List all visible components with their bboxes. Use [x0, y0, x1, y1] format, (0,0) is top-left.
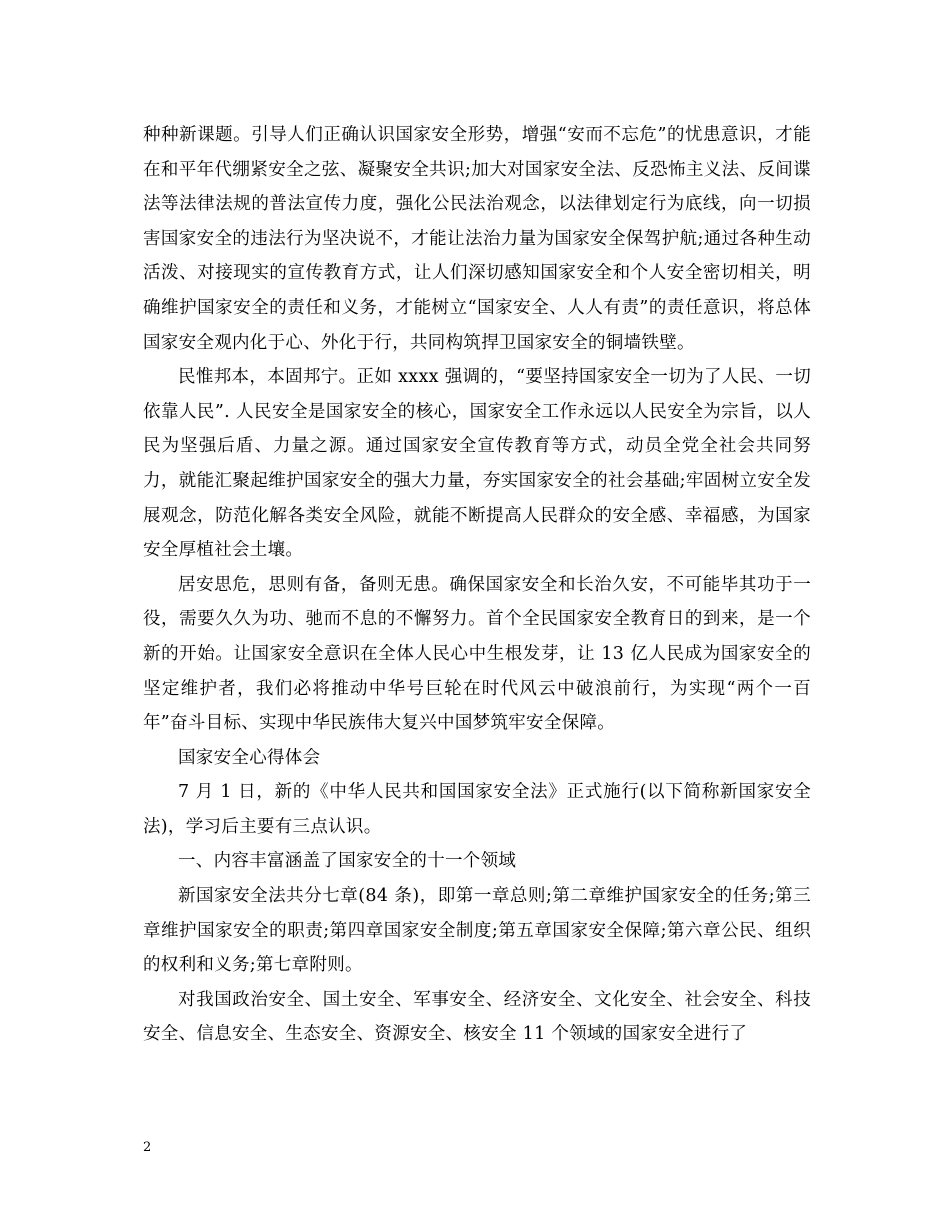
paragraph-7: 新国家安全法共分七章(84 条)，即第一章总则;第二章维护国家安全的任务;第三章维护国家安全的职责;第四章国家安全制度;第五章国家安全保障;第六章公民、组织的权利和义务;第七章附则。: [143, 886, 811, 976]
paragraph-3: 居安思危，思则有备，备则无患。确保国家安全和长治久安，不可能毕其功于一役，需要久久为功、驰而不息的不懈努力。首个全民国家安全教育日的到来，是一个新的开始。让国家安全意识在全体人民心中生根发芽，让 13 亿人民成为国家安全的坚定维护者，我们必将推动中华号巨轮在时代风云中破浪前行，为实现“两个一百年”奋斗目标、实现中华民族伟大复兴中国梦筑牢安全保障。: [143, 574, 811, 734]
paragraph-8: 对我国政治安全、国土安全、军事安全、经济安全、文化安全、社会安全、科技安全、信息安全、生态安全、资源安全、核安全 11 个领域的国家安全进行了: [143, 989, 811, 1045]
page-number: 2: [143, 1140, 152, 1155]
paragraph-2: 民惟邦本，本固邦宁。正如 xxxx 强调的，“要坚持国家安全一切为了人民、一切依靠人民”. 人民安全是国家安全的核心，国家安全工作永远以人民安全为宗旨，以人民为坚强后盾、力量之源。通过国家安全宣传教育等方式，动员全党全社会共同努力，就能汇聚起维护国家安全的强大力量，夯实国家安全的社会基础;牢固树立安全发展观念，防范化解各类安全风险，就能不断提高人民群众的安全感、幸福感，为国家安全厚植社会土壤。: [143, 367, 811, 561]
document-body: [143, 118, 811, 1052]
section-title: 国家安全心得体会: [178, 747, 321, 768]
subsection-heading: 一、内容丰富涵盖了国家安全的十一个领域: [178, 851, 517, 872]
paragraph-1: 种种新课题。引导人们正确认识国家安全形势，增强“安而不忘危”的忧患意识，才能在和平年代绷紧安全之弦、凝聚安全共识;加大对国家安全法、反恐怖主义法、反间谍法等法律法规的普法宣传力度，强化公民法治观念，以法律划定行为底线，向一切损害国家安全的违法行为坚决说不，才能让法治力量为国家安全保驾护航;通过各种生动活泼、对接现实的宣传教育方式，让人们深切感知国家安全和个人安全密切相关，明确维护国家安全的责任和义务，才能树立“国家安全、人人有责”的责任意识，将总体国家安全观内化于心、外化于行，共同构筑捍卫国家安全的铜墙铁壁。: [143, 125, 811, 353]
paragraph-5: 7 月 1 日，新的《中华人民共和国国家安全法》正式施行(以下简称新国家安全法)，学习后主要有三点认识。: [143, 782, 811, 837]
